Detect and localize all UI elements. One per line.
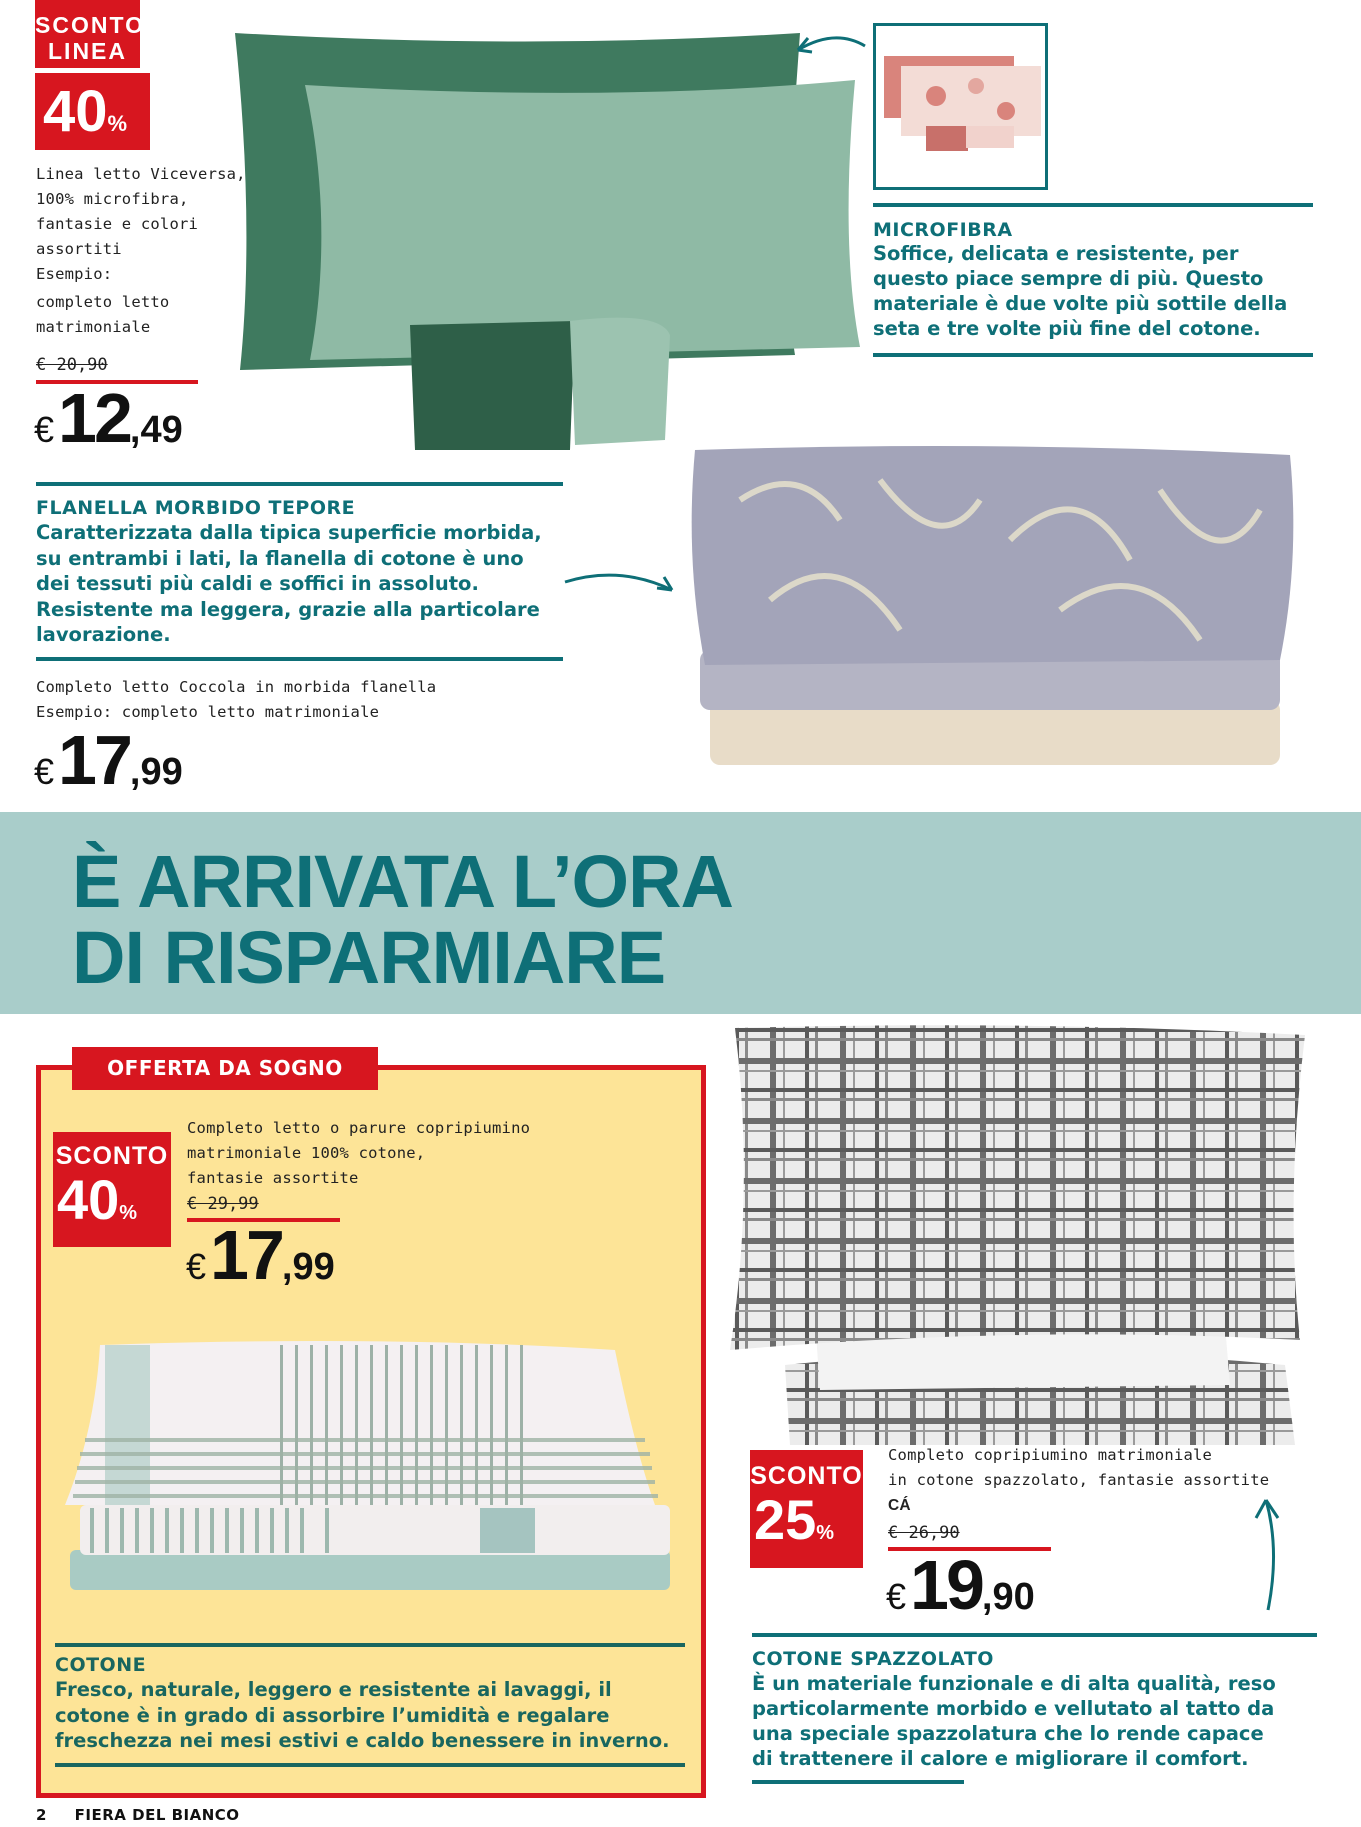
- flanella-description: [36, 675, 436, 725]
- badge-percent-value: 40: [57, 1168, 120, 1231]
- curved-arrow-icon: [560, 560, 680, 605]
- desc-line: 100% microfibra,: [36, 190, 189, 208]
- price-decimals: ,90: [981, 1576, 1035, 1618]
- percent-sign: %: [119, 1202, 138, 1224]
- section-divider: [752, 1780, 964, 1784]
- desc-line: Completo letto o parure copripiumino: [187, 1119, 531, 1137]
- section-divider: [55, 1763, 685, 1767]
- spazzolato-text: [752, 1671, 1276, 1771]
- spazzolato-title: COTONE SPAZZOLATO: [752, 1648, 994, 1670]
- desc-line: Esempio:: [36, 265, 113, 283]
- text-line: questo piace sempre di più. Questo: [873, 267, 1264, 290]
- banner-headline: [72, 840, 733, 999]
- section-divider: [55, 1643, 685, 1647]
- sale-price: [186, 1215, 335, 1295]
- text-line: particolarmente morbido e vellutato al tatto da: [752, 1697, 1275, 1720]
- product-image-plaid-bedset: [725, 1020, 1320, 1450]
- discount-badge: [53, 1132, 171, 1247]
- flanella-text: [36, 520, 542, 648]
- price-decimals: ,99: [281, 1246, 335, 1288]
- old-price: € 26,90: [888, 1523, 960, 1543]
- text-line: Caratterizzata dalla tipica superficie morbida,: [36, 521, 542, 544]
- text-line: Fresco, naturale, leggero e resistente ai lavaggi, il: [55, 1678, 612, 1701]
- flanella-title: FLANELLA MORBIDO TEPORE: [36, 497, 356, 519]
- badge-line1: SCONTO: [750, 1462, 863, 1490]
- discount-badge-pct: [35, 73, 150, 150]
- desc-line: fantasie assortite: [187, 1169, 359, 1187]
- desc-line: Linea letto Viceversa,: [36, 165, 246, 183]
- text-line: cotone è in grado di assorbire l’umidità e regalare: [55, 1703, 610, 1727]
- offer-description: [187, 1116, 530, 1191]
- desc-line: in cotone spazzolato, fantasie assortite: [888, 1471, 1270, 1489]
- brand-label: CÁ: [888, 1497, 911, 1514]
- text-line: freschezza nei mesi estivi e caldo benessere in inverno.: [55, 1729, 670, 1752]
- cotone-title: COTONE: [55, 1654, 147, 1676]
- price-integer: 17: [210, 1216, 282, 1294]
- price-integer: 19: [910, 1546, 982, 1624]
- desc-line: assortiti: [36, 240, 122, 258]
- percent-sign: %: [816, 1522, 835, 1544]
- sale-price: [34, 720, 183, 800]
- text-line: dei tessuti più caldi e soffici in assoluto.: [36, 572, 479, 595]
- curved-arrow-icon: [790, 28, 870, 68]
- badge-percent-value: 25: [754, 1488, 817, 1551]
- badge-percent: [53, 1170, 171, 1243]
- offer-tab-label: OFFERTA DA SOGNO: [107, 1056, 343, 1080]
- badge-percent: [750, 1490, 863, 1563]
- banner-line1: È ARRIVATA L’ORA: [72, 840, 733, 923]
- cotone-text: [55, 1677, 670, 1754]
- text-line: Resistente ma leggera, grazie alla particolare: [36, 597, 540, 621]
- badge-line2: LINEA: [48, 38, 127, 64]
- old-price: € 29,99: [187, 1194, 259, 1214]
- price-integer: 17: [58, 721, 130, 799]
- product-image-flannel-bedset: [680, 440, 1320, 775]
- percent-sign: %: [107, 111, 128, 136]
- banner-line2: DI RISPARMIARE: [72, 916, 666, 999]
- desc-line: matrimoniale 100% cotone,: [187, 1144, 426, 1162]
- product-description: [36, 162, 246, 340]
- section-divider: [36, 657, 563, 661]
- text-line: una speciale spazzolatura che lo rende capace: [752, 1722, 1264, 1745]
- sale-price: [34, 378, 183, 458]
- text-line: È un materiale funzionale e di alta qualità, reso: [752, 1672, 1276, 1695]
- section-divider: [36, 482, 563, 486]
- price-integer: 12: [58, 379, 130, 457]
- text-line: su entrambi i lati, la flanella di cotone è uno: [36, 546, 524, 570]
- page-footer: [36, 1806, 240, 1824]
- microfibra-title: MICROFIBRA: [873, 219, 1013, 241]
- badge-line1: SCONTO: [35, 12, 145, 38]
- product-image-green-bedset: [230, 25, 880, 455]
- discount-badge: [750, 1450, 863, 1568]
- product-image-cotton-bedset: [55, 1330, 675, 1610]
- badge-line1: SCONTO: [55, 1142, 169, 1170]
- currency-symbol: €: [34, 409, 55, 450]
- price-decimals: ,49: [129, 409, 183, 451]
- desc-line: matrimoniale: [36, 318, 151, 336]
- curved-arrow-icon: [1250, 1490, 1290, 1615]
- offer-tab: [72, 1047, 378, 1090]
- price-decimals: ,99: [129, 751, 183, 793]
- section-name: FIERA DEL BIANCO: [74, 1806, 240, 1824]
- text-line: Soffice, delicata e resistente, per: [873, 242, 1239, 265]
- section-divider: [873, 353, 1313, 357]
- microfibra-thumbnail: [873, 23, 1048, 190]
- currency-symbol: €: [886, 1576, 907, 1617]
- desc-line: completo letto: [36, 293, 170, 311]
- microfibra-text: [873, 241, 1287, 341]
- spazzolato-description: [888, 1443, 1269, 1518]
- old-price: € 20,90: [36, 355, 108, 375]
- page-number: 2: [36, 1806, 47, 1824]
- currency-symbol: €: [186, 1246, 207, 1287]
- text-line: lavorazione.: [36, 623, 171, 646]
- discount-badge-linea: [35, 0, 145, 68]
- promo-banner: [0, 812, 1361, 1014]
- text-line: materiale è due volte più sottile della: [873, 292, 1288, 315]
- section-divider: [873, 203, 1313, 207]
- section-divider: [752, 1633, 1317, 1637]
- text-line: seta e tre volte più fine del cotone.: [873, 317, 1261, 340]
- desc-line: Completo letto Coccola in morbida flanella: [36, 678, 437, 696]
- desc-line: Esempio: completo letto matrimoniale: [36, 703, 380, 721]
- desc-line: Completo copripiumino matrimoniale: [888, 1446, 1213, 1464]
- badge-percent-value: 40: [43, 79, 108, 144]
- currency-symbol: €: [34, 751, 55, 792]
- desc-line: fantasie e colori: [36, 215, 199, 233]
- text-line: di trattenere il calore e migliorare il comfort.: [752, 1747, 1249, 1770]
- sale-price: [886, 1545, 1035, 1625]
